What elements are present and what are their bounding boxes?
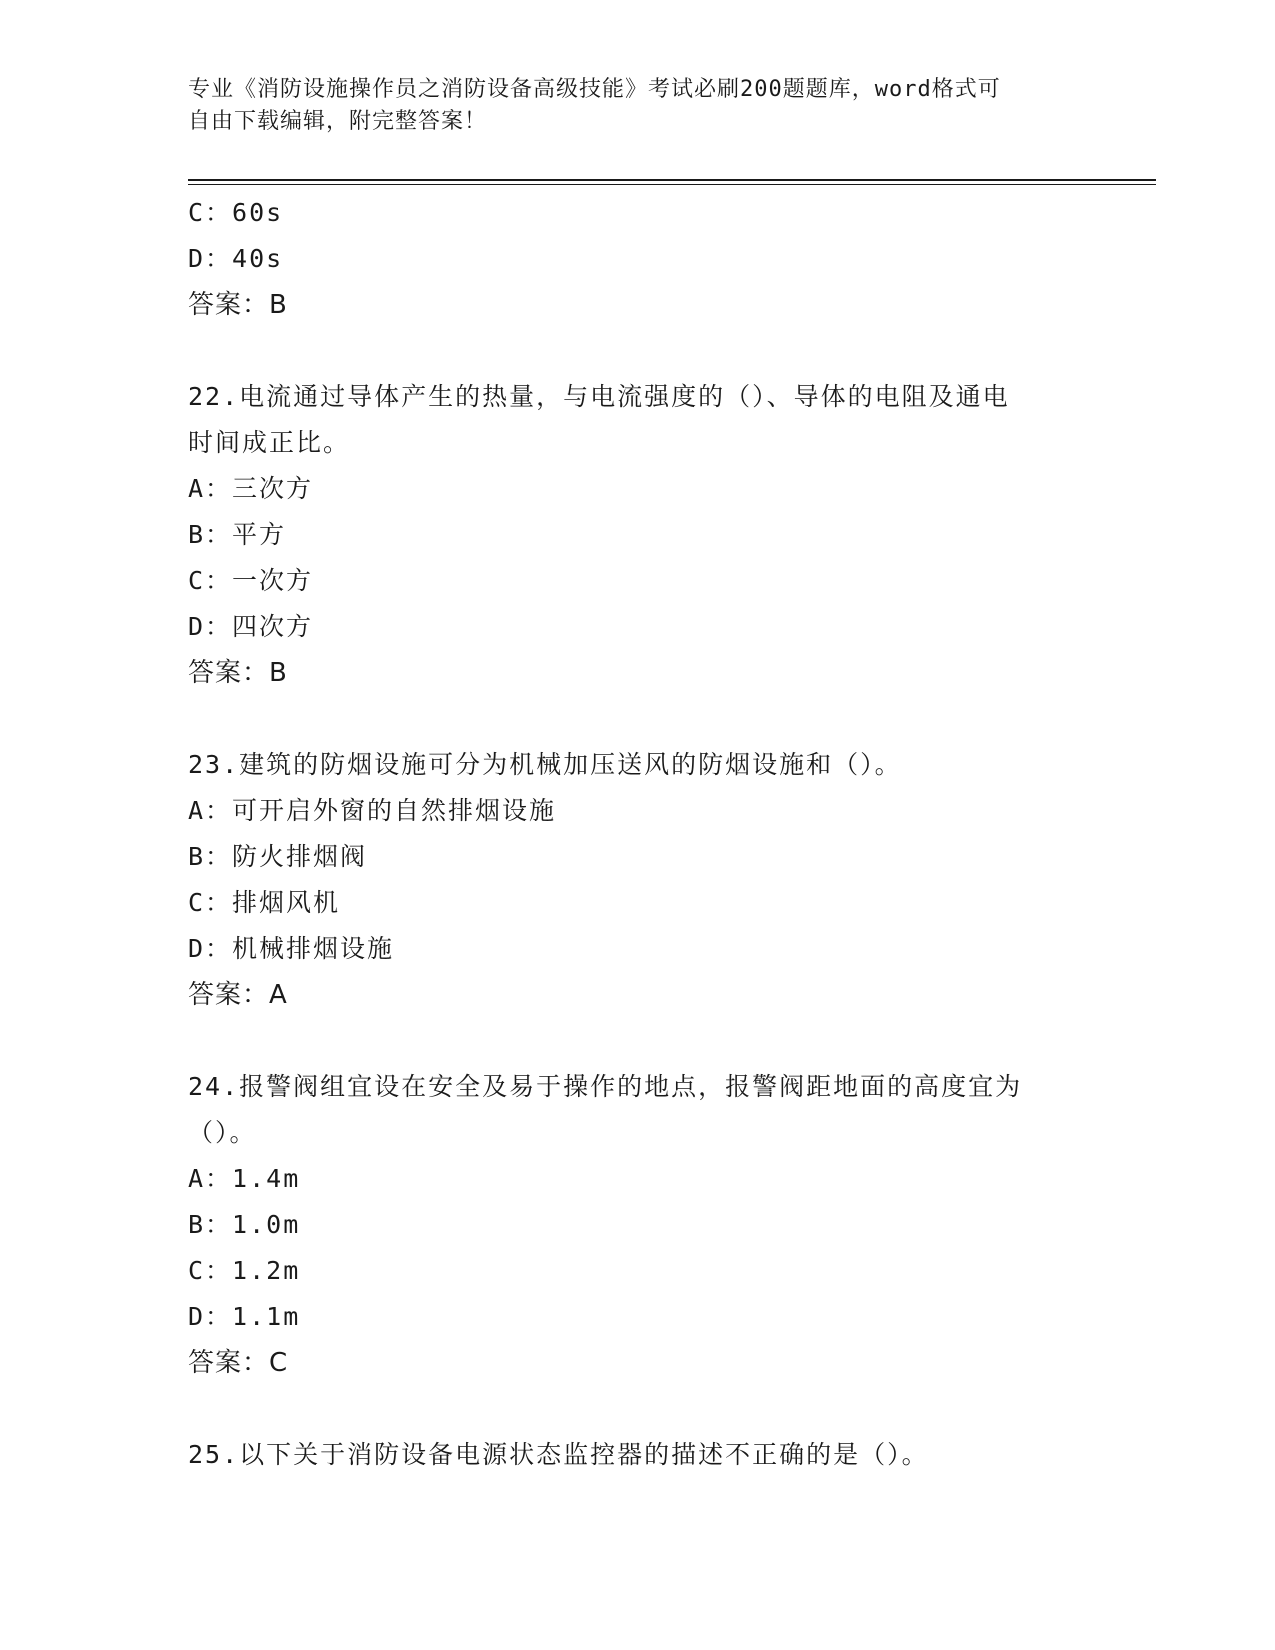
answer-line: 答案：C (188, 1348, 289, 1378)
option-b: B：平方 (188, 520, 287, 549)
option-a: A：三次方 (188, 474, 314, 503)
question-stem: 22.电流通过导体产生的热量，与电流强度的（）、导体的电阻及通电 (188, 382, 1010, 411)
answer-line: 答案：A (188, 980, 288, 1010)
spacer (188, 1386, 1088, 1432)
header-line-1: 专业《消防设施操作员之消防设备高级技能》考试必刷200题题库，word格式可 (188, 77, 1001, 102)
question-stem: 24.报警阀组宜设在安全及易于操作的地点，报警阀距地面的高度宜为 (188, 1072, 1023, 1101)
spacer (188, 1018, 1088, 1064)
option-c: C：一次方 (188, 566, 314, 595)
option-b: B：防火排烟阀 (188, 842, 368, 871)
option-c: C：60s (188, 198, 284, 227)
option-d: D：机械排烟设施 (188, 934, 395, 963)
option-c: C：排烟风机 (188, 888, 341, 917)
spacer (188, 328, 1088, 374)
header-line-2: 自由下载编辑，附完整答案！ (188, 109, 488, 134)
option-b: B：1.0m (188, 1210, 301, 1239)
option-d: D：四次方 (188, 612, 314, 641)
option-d: D：40s (188, 244, 284, 273)
question-25 (188, 1432, 1088, 1478)
question-24 (188, 1064, 1088, 1386)
document-header (188, 74, 1068, 138)
question-list (188, 190, 1088, 1478)
question-23 (188, 742, 1088, 1018)
spacer (188, 696, 1088, 742)
option-a: A：1.4m (188, 1164, 301, 1193)
question-stem-continued: 时间成正比。 (188, 428, 351, 457)
question-stem-continued: （）。 (188, 1118, 257, 1147)
option-c: C：1.2m (188, 1256, 301, 1285)
question-stem: 23.建筑的防烟设施可分为机械加压送风的防烟设施和（）。 (188, 750, 902, 779)
option-d: D：1.1m (188, 1302, 301, 1331)
answer-line: 答案：B (188, 290, 288, 320)
question-stem: 25.以下关于消防设备电源状态监控器的描述不正确的是（）。 (188, 1440, 929, 1469)
question-21-tail (188, 190, 1088, 328)
header-rule-thin (188, 184, 1156, 185)
question-22 (188, 374, 1088, 696)
answer-line: 答案：B (188, 658, 288, 688)
header-rule-thick (188, 179, 1156, 181)
option-a: A：可开启外窗的自然排烟设施 (188, 796, 557, 825)
